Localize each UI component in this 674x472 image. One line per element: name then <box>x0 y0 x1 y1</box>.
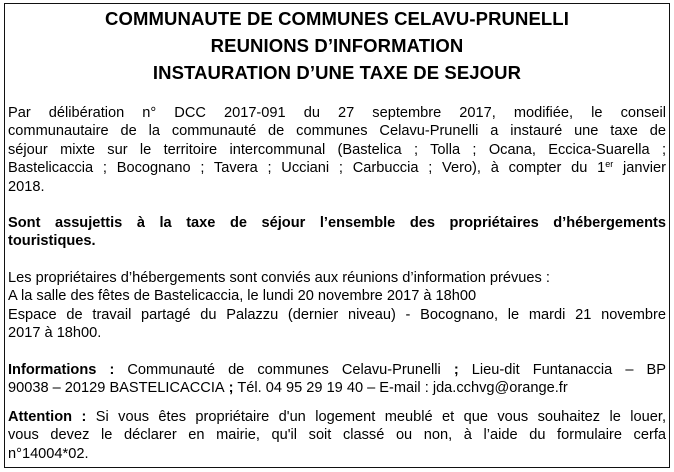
contact-separator-1: ; <box>440 362 459 378</box>
meeting-bocognano-time: 2017 à 18h00. <box>8 325 102 342</box>
meeting-bocognano: Espace de travail partagé du Palazzu (dernier niveau) - Bocognano, le mardi 21 novembre <box>8 306 666 323</box>
liable-line-1: Sont assujettis à la taxe de séjour l’ensemble des propriétaires d’hébergements <box>8 215 666 231</box>
liable-line-2: touristiques. <box>8 233 96 250</box>
notice-frame <box>4 3 670 468</box>
header-topic: INSTAURATION D’UNE TAXE DE SEJOUR <box>152 62 522 83</box>
contact-organisation: Communauté de communes Celavu-Prunelli <box>114 362 441 378</box>
meetings-paragraph <box>8 269 666 343</box>
ordinal-suffix: er <box>605 159 614 170</box>
attention-line-3: n°14004*02. <box>8 445 89 462</box>
header-subtitle: REUNIONS D’INFORMATION <box>210 35 464 56</box>
notice-header <box>5 5 669 86</box>
contact-label: Informations : <box>8 362 115 378</box>
contact-line-2 <box>8 379 666 397</box>
meetings-intro: Les propriétaires d’hébergements sont conviés aux réunions d’information prévues : <box>8 270 550 286</box>
contact-address: Lieu-dit Funtanaccia – BP <box>458 362 666 378</box>
attention-label: Attention : <box>8 409 87 425</box>
deliberation-line-4 <box>8 159 666 177</box>
deliberation-line-5: 2018. <box>8 178 45 195</box>
deliberation-line-1: Par délibération n° DCC 2017-091 du 27 septembre 2017, modifiée, le conseil <box>8 105 666 121</box>
meeting-bastelicaccia: A la salle des fêtes de Bastelicaccia, le lundi 20 novembre 2017 à 18h00 <box>8 288 477 305</box>
liable-parties-paragraph <box>8 214 666 251</box>
attention-paragraph <box>8 408 666 463</box>
contact-postcode-city: 90038 – 20129 BASTELICACCIA <box>8 380 225 397</box>
deliberation-line-4-end: janvier <box>613 160 666 177</box>
deliberation-line-4-text: Bastelicaccia ; Bocognano ; Tavera ; Ucciani ; Carbuccia ; Vero), à compter du 1 <box>8 160 606 177</box>
deliberation-line-3: séjour mixte sur le territoire intercommunal (Bastelica ; Tolla ; Ocana, Eccica-Suarella ; <box>8 141 666 158</box>
deliberation-line-2: communautaire de la communauté de communes Celavu-Prunelli a instauré une taxe de <box>8 123 666 140</box>
attention-text-1: Si vous êtes propriétaire d'un logement meublé et que vous souhaitez le louer, <box>86 409 667 425</box>
attention-line-1 <box>8 408 666 426</box>
attention-line-2: vous devez le déclarer en mairie, qu'il soit classé ou non, à l’aide du formulaire cerfa <box>8 427 666 444</box>
header-title: COMMUNAUTE DE COMMUNES CELAVU-PRUNELLI <box>105 8 569 29</box>
contact-line-1 <box>8 361 666 379</box>
deliberation-paragraph <box>8 104 666 196</box>
contact-phone-email: Tél. 04 95 29 19 40 – E-mail : jda.cchvg@orange.fr <box>233 380 568 397</box>
contact-paragraph <box>8 361 666 398</box>
contact-separator-2: ; <box>224 380 234 397</box>
